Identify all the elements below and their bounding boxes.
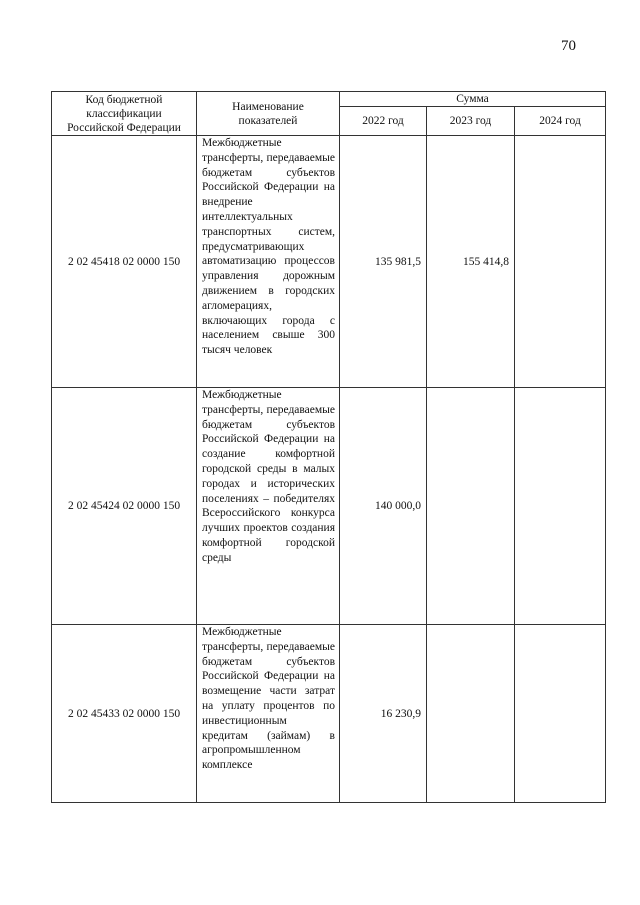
row-code: 2 02 45433 02 0000 150 [52, 625, 197, 803]
row-amount-2022: 140 000,0 [340, 388, 427, 625]
row-amount-2022: 16 230,9 [340, 625, 427, 803]
header-year-2024: 2024 год [515, 107, 606, 136]
row-amount-2022: 135 981,5 [340, 136, 427, 388]
header-year-2022: 2022 год [340, 107, 427, 136]
header-name: Наименование показателей [197, 92, 340, 136]
header-code: Код бюджетной классификации Российской Федерации [52, 92, 197, 136]
row-amount-2024 [515, 625, 606, 803]
row-amount-2023 [427, 625, 515, 803]
row-amount-2023 [427, 388, 515, 625]
page-number: 70 [561, 38, 576, 54]
row-name: Межбюджетные трансферты, передаваемые бюджетам субъектов Российской Федерации на внедрение интеллектуальных транспортных систем, предусматривающих автоматизацию процессов управления дорожным движением в городских агломерациях, включающих города с населением свыше 300 тысяч человек [197, 136, 340, 388]
row-name: Межбюджетные трансферты, передаваемые бюджетам субъектов Российской Федерации на создание комфортной городской среды в малых городах и исторических поселениях – победителях Всероссийского конкурса лучших проектов создания комфортной городской среды [197, 388, 340, 625]
row-amount-2024 [515, 136, 606, 388]
header-sum: Сумма [340, 92, 606, 107]
header-year-2023: 2023 год [427, 107, 515, 136]
table-row [52, 136, 606, 388]
row-name: Межбюджетные трансферты, передаваемые бюджетам субъектов Российской Федерации на возмещение части затрат на уплату процентов по инвестиционным кредитам (займам) в агропромышленном комплексе [197, 625, 340, 803]
budget-table [51, 91, 606, 803]
row-code: 2 02 45424 02 0000 150 [52, 388, 197, 625]
table-row [52, 625, 606, 803]
row-amount-2024 [515, 388, 606, 625]
row-amount-2023: 155 414,8 [427, 136, 515, 388]
row-code: 2 02 45418 02 0000 150 [52, 136, 197, 388]
table-row [52, 388, 606, 625]
